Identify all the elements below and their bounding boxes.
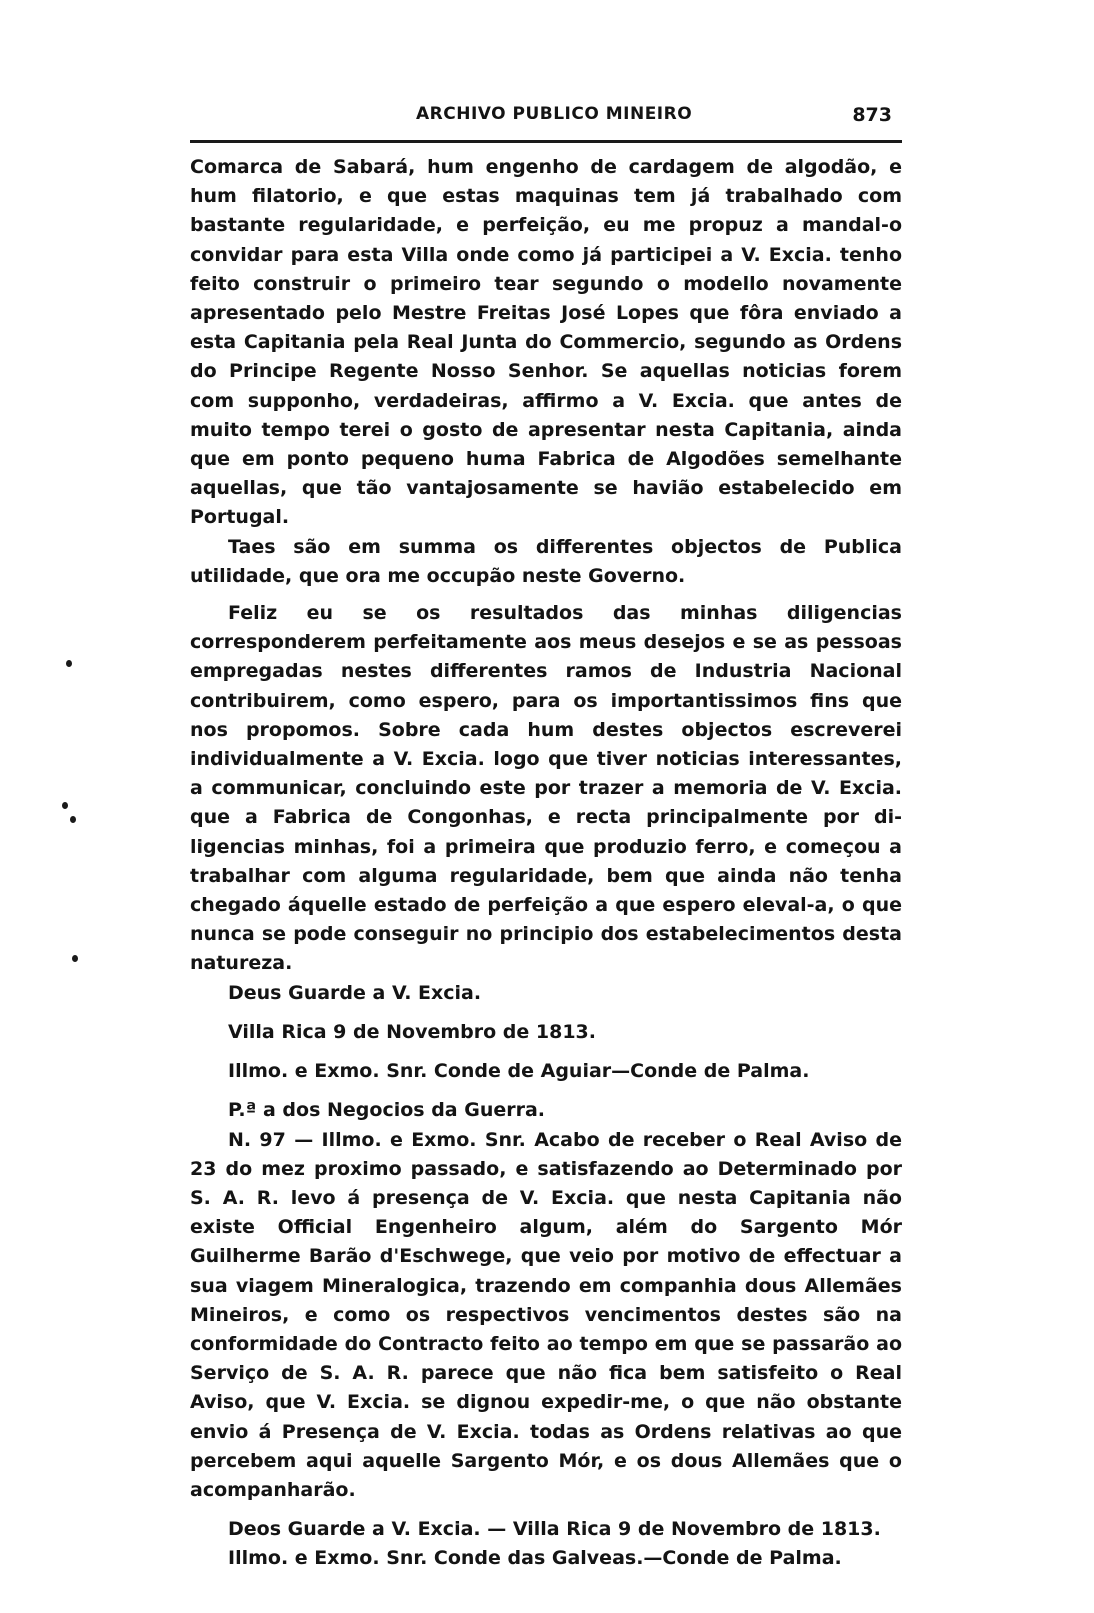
margin-mark (62, 802, 68, 809)
paragraph-summary: Taes são em summa os differentes objectos de Publica utilidade, que ora me occupão neste Governo. (190, 535, 902, 587)
body-text (190, 153, 902, 1574)
letter-date: Villa Rica 9 de Novembro de 1813. (228, 1020, 596, 1043)
closing-salutation: Deus Guarde a V. Excia. (228, 981, 482, 1004)
running-header (190, 104, 902, 132)
letter-addressee-2: Illmo. e Exmo. Snr. Conde das Galveas.—Conde de Palma. (228, 1547, 842, 1570)
header-rule (190, 140, 902, 143)
margin-mark (72, 955, 78, 962)
letter-addressee: Illmo. e Exmo. Snr. Conde de Aguiar—Conde de Palma. (228, 1060, 810, 1083)
running-title: ARCHIVO PUBLICO MINEIRO (416, 104, 693, 124)
paragraph-n97: N. 97 — Illmo. e Exmo. Snr. Acabo de receber o Real Aviso de 23 do mez proximo passado, e satisfazendo ao Determinado por S. A. R. levo á presença de V. Excia. que nesta Capitania não existe Official Engenheiro algum, além do Sargento Mór Guilherme Barão d'Eschwege, que veio por motivo de effectuar a sua viagem Mineralogica, trazendo em companhia dous Allemães Mineiros, e como os respectivos vencimentos destes são na conformidade do Contracto feito ao tempo em que se passarão ao Serviço de S. A. R. parece que não fica bem satisfeito o Real Aviso, que V. Excia. se dignou expedir-me, o que não obstante envio á Presença de V. Excia. todas as Ordens relativas ao que percebem aqui aquelle Sargento Mór, e os dous Allemães que o acompanharão. (190, 1128, 902, 1501)
paragraph-continuation: Comarca de Sabará, hum engenho de cardagem de algodão, e hum filatorio, e que estas maquinas tem já trabalhado com bastante regularidade, e perfeição, eu me propuz a mandal-o convidar para esta Villa onde como já participei a V. Excia. tenho feito construir o primeiro tear segundo o modello novamente apresentado pelo Mestre Freitas José Lopes que fôra enviado a esta Capitania pela Real Junta do Commercio, segundo as Ordens do Principe Regente Nosso Senhor. Se aquellas noticias forem com supponho, verdadeiras, affirmo a V. Excia. que antes de muito tempo terei o gosto de apresentar nesta Capitania, ainda que em ponto pequeno huma Fabrica de Algodões semelhante aquellas, que tão vantajosamente se havião estabelecido em Portugal. (190, 156, 902, 529)
page-number: 873 (852, 104, 892, 126)
section-heading: P.ª a dos Negocios da Guerra. (228, 1099, 546, 1122)
margin-mark (70, 816, 76, 823)
paragraph-diligencias: Feliz eu se os resultados das minhas diligencias corresponderem perfeitamente aos meus desejos e se as pessoas empregadas nestes differentes ramos de Industria Nacional contribuirem, como espero, para os importantissimos fins que nos propomos. Sobre cada hum destes objectos escreverei individualmente a V. Excia. logo que tiver noticias interessantes, a communicar, concluindo este por trazer a memoria de V. Excia. que a Fabrica de Congonhas, e recta principalmente por diligencias minhas, foi a primeira que produzio ferro, e começou a trabalhar com alguma regularidade, bem que ainda não tenha chegado áquelle estado de perfeição a que espero eleval-a, o que nunca se pode conseguir no principio dos estabelecimentos desta natureza. (190, 602, 902, 975)
closing-salutation-2: Deos Guarde a V. Excia. — Villa Rica 9 de Novembro de 1813. (228, 1518, 881, 1541)
margin-mark (66, 660, 72, 667)
